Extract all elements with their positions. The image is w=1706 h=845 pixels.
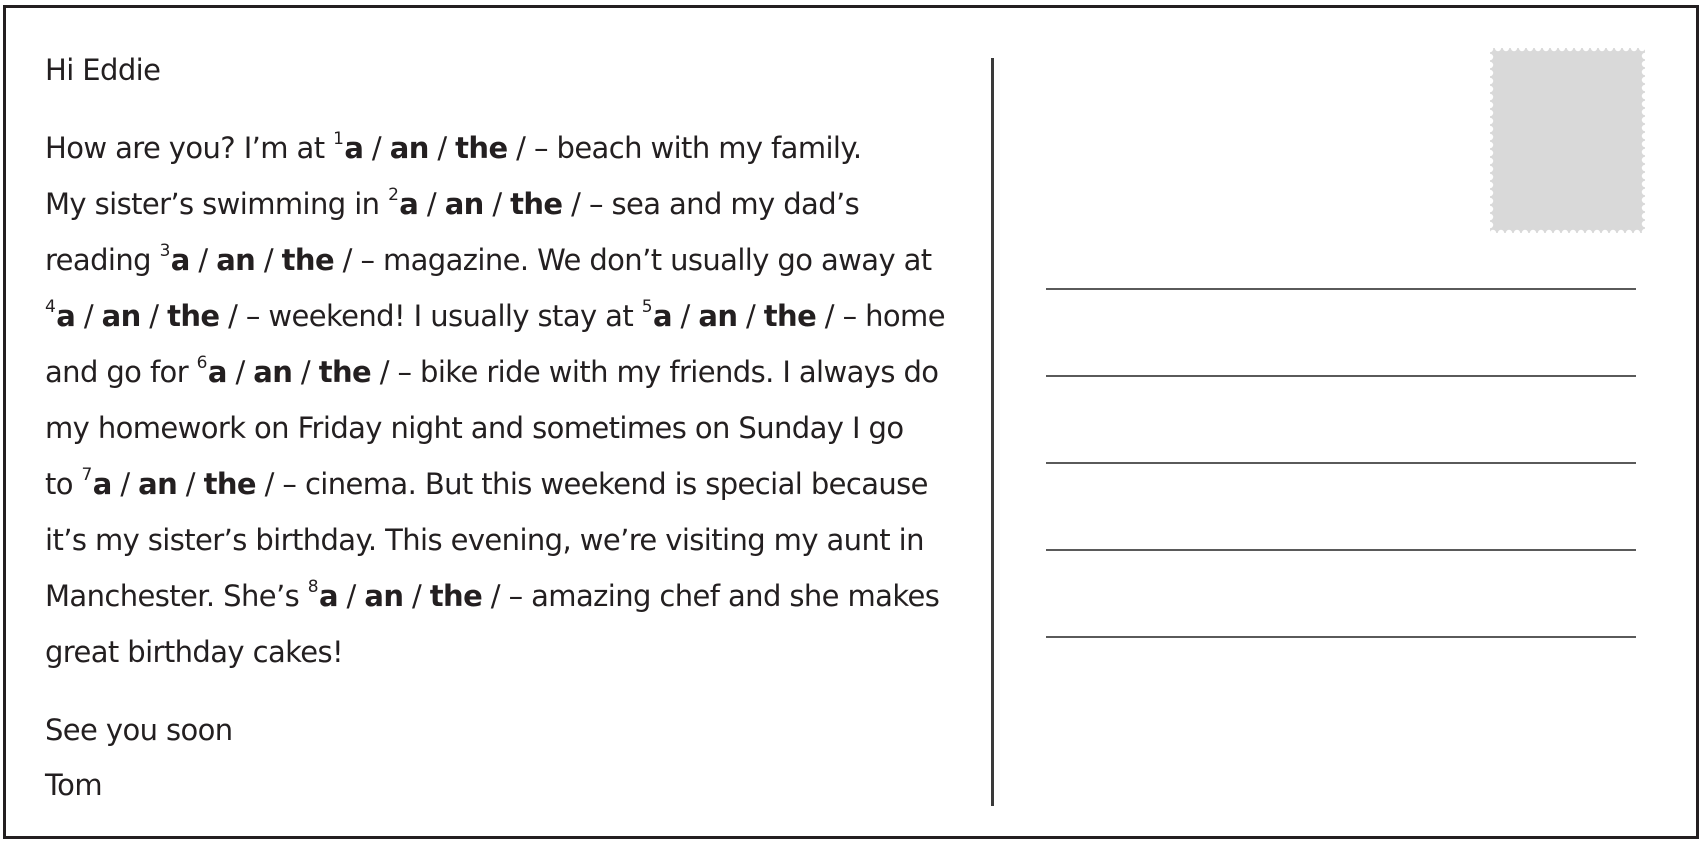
message-text: weekend! I usually stay at: [259, 299, 642, 333]
article-option[interactable]: the: [763, 299, 817, 333]
option-separator: /: [292, 355, 319, 389]
article-option[interactable]: a: [170, 243, 190, 277]
option-separator: /: [256, 467, 283, 501]
article-option[interactable]: a: [92, 467, 112, 501]
message-text: magazine. We don’t usually go away at: [374, 243, 932, 277]
message-text: bike ride with my friends. I always do: [411, 355, 939, 389]
article-choice-7[interactable]: [82, 467, 297, 501]
signoff: See you soon: [45, 713, 233, 747]
stamp-placeholder: [1490, 48, 1645, 233]
question-number: 1: [333, 129, 344, 149]
option-separator: /: [226, 355, 254, 389]
option-separator: /: [363, 131, 390, 165]
message-line: [45, 576, 945, 632]
article-option[interactable]: –: [842, 299, 857, 333]
address-line: [1046, 375, 1636, 377]
question-number: 6: [196, 353, 207, 373]
question-number: 8: [307, 577, 318, 597]
option-separator: /: [562, 187, 589, 221]
option-separator: /: [428, 131, 456, 165]
message-line: [45, 520, 945, 576]
message-text: How are you? I’m at: [45, 131, 334, 165]
article-option[interactable]: –: [508, 579, 523, 613]
article-choice-4[interactable]: [45, 299, 260, 333]
article-option[interactable]: an: [444, 187, 484, 221]
option-separator: /: [140, 299, 168, 333]
message-line: [45, 184, 945, 240]
article-choice-8[interactable]: [308, 579, 523, 613]
article-option[interactable]: a: [56, 299, 76, 333]
message-body: [45, 128, 945, 688]
option-separator: /: [177, 467, 204, 501]
article-option[interactable]: an: [364, 579, 404, 613]
greeting: Hi Eddie: [45, 53, 161, 87]
option-separator: /: [403, 579, 430, 613]
option-separator: /: [111, 467, 139, 501]
article-option[interactable]: an: [698, 299, 738, 333]
article-option[interactable]: a: [318, 579, 338, 613]
article-option[interactable]: an: [253, 355, 293, 389]
article-option[interactable]: –: [588, 187, 603, 221]
article-option[interactable]: a: [344, 131, 364, 165]
article-option[interactable]: a: [652, 299, 672, 333]
option-separator: /: [418, 187, 445, 221]
article-option[interactable]: an: [389, 131, 429, 165]
article-option[interactable]: the: [429, 579, 483, 613]
message-text: My sister’s swimming in: [45, 187, 389, 221]
message-text: cinema. But this weekend is special because: [296, 467, 928, 501]
message-text: it’s my sister’s birthday. This evening, we’re visiting my aunt in: [45, 523, 924, 557]
postcard: [3, 5, 1699, 839]
signature: Tom: [45, 768, 102, 802]
article-option[interactable]: an: [101, 299, 141, 333]
option-separator: /: [483, 187, 511, 221]
question-number: 3: [159, 241, 170, 261]
article-option[interactable]: –: [533, 131, 548, 165]
message-text: sea and my dad’s: [602, 187, 860, 221]
message-line: [45, 128, 945, 184]
message-line: [45, 408, 945, 464]
article-choice-1[interactable]: [333, 131, 548, 165]
article-option[interactable]: an: [138, 467, 178, 501]
message-text: reading: [45, 243, 160, 277]
message-text: amazing chef and she makes: [522, 579, 940, 613]
article-choice-5[interactable]: [642, 299, 857, 333]
message-text: beach with my family.: [547, 131, 862, 165]
option-separator: /: [737, 299, 764, 333]
article-option[interactable]: –: [360, 243, 375, 277]
article-option[interactable]: the: [281, 243, 335, 277]
message-line: [45, 352, 945, 408]
message-text: home: [856, 299, 945, 333]
message-line: [45, 240, 945, 296]
address-line: [1046, 549, 1636, 551]
option-separator: /: [507, 131, 534, 165]
message-line: [45, 632, 945, 688]
question-number: 7: [81, 465, 92, 485]
option-separator: /: [337, 579, 365, 613]
article-option[interactable]: –: [397, 355, 412, 389]
article-option[interactable]: the: [318, 355, 372, 389]
option-separator: /: [482, 579, 509, 613]
option-separator: /: [371, 355, 398, 389]
message-text: Manchester. She’s: [45, 579, 308, 613]
message-line: [45, 296, 945, 352]
article-option[interactable]: the: [167, 299, 220, 333]
article-option[interactable]: an: [216, 243, 256, 277]
address-line: [1046, 636, 1636, 638]
article-option[interactable]: –: [282, 467, 297, 501]
message-text: to: [45, 467, 82, 501]
option-separator: /: [189, 243, 217, 277]
article-option[interactable]: the: [203, 467, 256, 501]
question-number: 4: [45, 297, 56, 317]
option-separator: /: [75, 299, 102, 333]
message-text: my homework on Friday night and sometimes on Sunday I go: [45, 411, 904, 445]
address-line: [1046, 462, 1636, 464]
center-divider: [991, 58, 994, 806]
option-separator: /: [334, 243, 361, 277]
message-text: great birthday cakes!: [45, 635, 344, 669]
article-choice-2[interactable]: [388, 187, 603, 221]
option-separator: /: [816, 299, 843, 333]
article-choice-6[interactable]: [197, 355, 412, 389]
article-option[interactable]: a: [399, 187, 419, 221]
question-number: 2: [388, 185, 399, 205]
article-option[interactable]: a: [207, 355, 227, 389]
message-text: and go for: [45, 355, 197, 389]
address-line: [1046, 288, 1636, 290]
article-option[interactable]: –: [245, 299, 260, 333]
article-option[interactable]: the: [510, 187, 563, 221]
message-line: [45, 464, 945, 520]
option-separator: /: [255, 243, 282, 277]
question-number: 5: [641, 297, 652, 317]
article-choice-3[interactable]: [160, 243, 375, 277]
option-separator: /: [671, 299, 699, 333]
article-option[interactable]: the: [455, 131, 508, 165]
option-separator: /: [219, 299, 246, 333]
